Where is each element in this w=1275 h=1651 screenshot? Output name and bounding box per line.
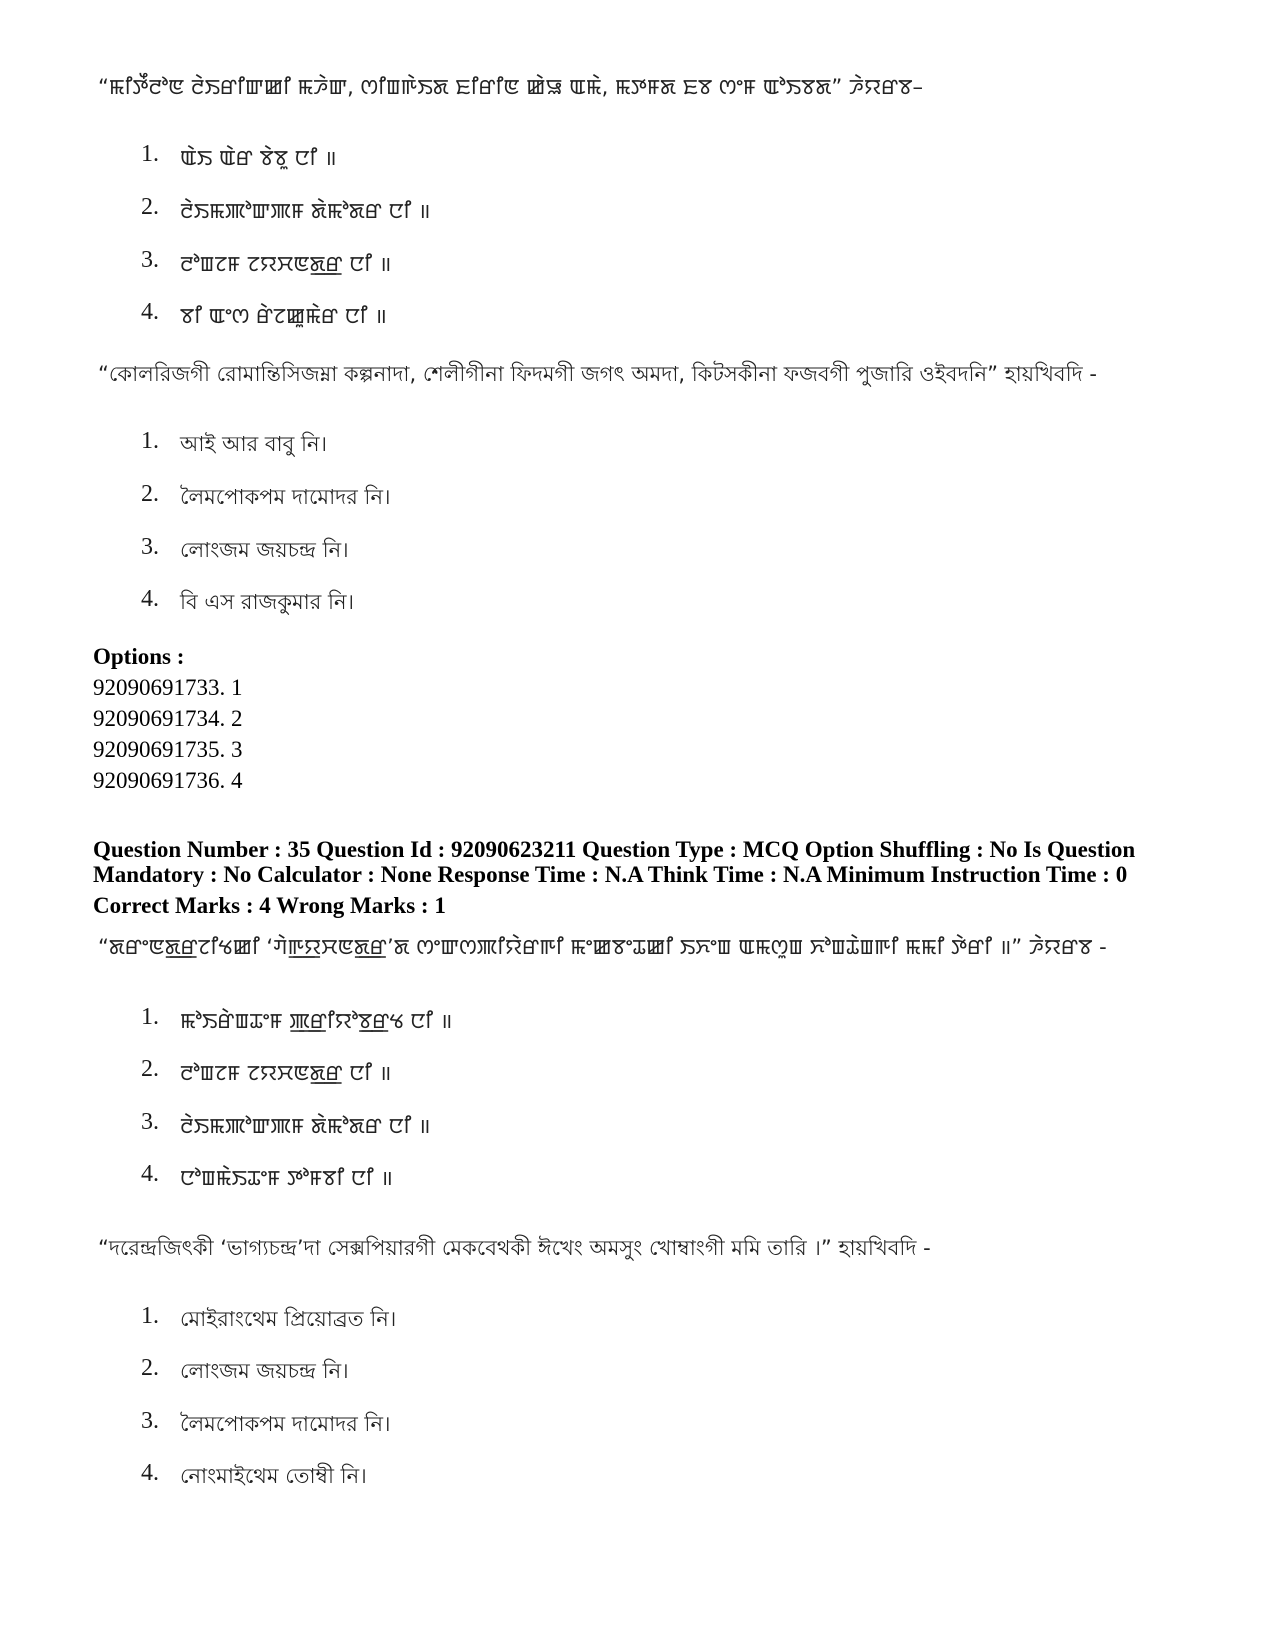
option-number: 3. bbox=[141, 534, 159, 560]
option-text: লৈমপোকপম দামোদর নি। bbox=[180, 485, 391, 509]
option-text: নোংমাইথেম তোম্বী নি। bbox=[180, 1464, 367, 1488]
question-marks-line: Correct Marks : 4 Wrong Marks : 1 bbox=[93, 893, 446, 918]
option-number: 2. bbox=[141, 1355, 159, 1381]
question-stem-bengali-2: “দরেন্দ্রজিৎকী ‘ভাগ্যচন্দ্র’দা সেক্সপিয়ারগী মেকবেথকী ঈখেং অমসুং খোম্বাংগী মমি তারি ।” হায়খিবদি - bbox=[98, 1236, 931, 1260]
option-text: ꯅꯣꯡꯃꯥꯏꯊꯦꯝ ꯇꯣꯝꯕꯤ ꯅꯤ ॥ bbox=[180, 1166, 393, 1190]
option-number: 3. bbox=[141, 1109, 159, 1135]
option-number: 2. bbox=[141, 481, 159, 507]
option-number: 4. bbox=[141, 586, 159, 612]
option-number: 1. bbox=[141, 141, 159, 167]
option-id-item: 92090691735. 3 bbox=[93, 737, 243, 762]
option-text: ꯂꯥꯏꯃꯄꯣꯛꯄꯝ ꯗꯥꯃꯣꯗꯔ ꯅꯤ ॥ bbox=[180, 199, 431, 223]
question-stem-bengali-1: “কোলরিজগী রোমান্তিসিজম্না কল্পনাদা, শেলীগীনা ফিদমগী জগৎ অমদা, কিটসকীনা ফজবগী পুজারি ওইবদনি” হায়খিবদি - bbox=[98, 362, 1097, 386]
question-meta-line: Mandatory : No Calculator : None Response Time : N.A Think Time : N.A Minimum Instruction Time : 0 bbox=[93, 862, 1128, 887]
option-text: ꯕꯤ ꯑꯦꯁ ꯔꯥꯖꯀꯨꯃꯥꯔ ꯅꯤ ॥ bbox=[180, 304, 387, 328]
option-text: ꯂꯣꯡꯖꯝ ꯖꯌꯆꯟꯗ꯭ꯔ ꯅꯤ ॥ bbox=[180, 252, 392, 276]
option-number: 1. bbox=[141, 1004, 159, 1030]
option-text: বি এস রাজকুমার নি। bbox=[180, 590, 355, 614]
option-number: 2. bbox=[141, 194, 159, 220]
option-number: 4. bbox=[141, 299, 159, 325]
option-text: লোংজম জয়চন্দ্র নি। bbox=[180, 538, 349, 562]
option-number: 3. bbox=[141, 247, 159, 273]
option-number: 4. bbox=[141, 1460, 159, 1486]
option-text: লোংজম জয়চন্দ্র নি। bbox=[180, 1359, 349, 1383]
option-number: 1. bbox=[141, 1303, 159, 1329]
option-text: ꯃꯣꯏꯔꯥꯡꯊꯦꯝ ꯄ꯭ꯔꯤꯌꯣꯕ꯭ꯔꯠ ꯅꯤ ॥ bbox=[180, 1009, 453, 1033]
option-text: মোইরাংথেম প্রিয়োব্রত নি। bbox=[180, 1307, 397, 1331]
option-number: 1. bbox=[141, 428, 159, 454]
option-id-item: 92090691733. 1 bbox=[93, 675, 243, 700]
option-number: 2. bbox=[141, 1056, 159, 1082]
option-text: আই আর বাবু নি। bbox=[180, 432, 328, 456]
option-number: 3. bbox=[141, 1408, 159, 1434]
option-text: ꯂꯥꯏꯃꯄꯣꯛꯄꯝ ꯗꯥꯃꯣꯗꯔ ꯅꯤ ॥ bbox=[180, 1114, 431, 1138]
question-stem-meitei-2: “ꯗꯔꯦꯟꯗ꯭ꯔꯖꯤꯠꯀꯤ ‘ꯚꯥꯒ꯭ꯌꯆꯟꯗ꯭ꯔ’ꯗ ꯁꯦꯛꯁꯄꯤꯌꯥꯔꯒꯤ ꯃꯦꯀꯕꯦꯊꯀꯤ ꯏꯈꯦꯡ ꯑꯃꯁꯨꯡ ꯈꯣꯡꯊꯥꯡꯒꯤ ꯃꯃꯤ ꯇꯥꯔꯤ ॥” ꯍꯥꯌꯔꯕ - bbox=[98, 935, 1107, 959]
question-meta-line: Question Number : 35 Question Id : 92090623211 Question Type : MCQ Option Shuffling : No Is Question bbox=[93, 837, 1136, 862]
options-heading: Options : bbox=[93, 644, 185, 669]
option-text: ꯑꯥꯏ ꯑꯥꯔ ꯕꯥꯕꯨ ꯅꯤ ॥ bbox=[180, 146, 337, 170]
option-text: লৈমপোকপম দামোদর নি। bbox=[180, 1412, 391, 1436]
option-id-item: 92090691734. 2 bbox=[93, 706, 243, 731]
option-text: ꯂꯣꯡꯖꯝ ꯖꯌꯆꯟꯗ꯭ꯔ ꯅꯤ ॥ bbox=[180, 1061, 392, 1085]
option-id-item: 92090691736. 4 bbox=[93, 768, 243, 793]
question-stem-meitei-1: “ꯃꯤꯇꯩꯂꯣꯟ ꯂꯥꯏꯔꯤꯛꯀꯤ ꯃꯍꯥꯛ, ꯁꯤꯡꯒꯥꯏꯗ ꯐꯤꯔꯤꯟ ꯀꯥꯎ ꯑꯃꯥ, ꯃꯇꯝꯗ ꯐꯕ ꯁꯦꯝ ꯑꯣꯏꯕꯗ” ꯍꯥꯌꯔꯕ– bbox=[98, 75, 923, 99]
option-number: 4. bbox=[141, 1161, 159, 1187]
